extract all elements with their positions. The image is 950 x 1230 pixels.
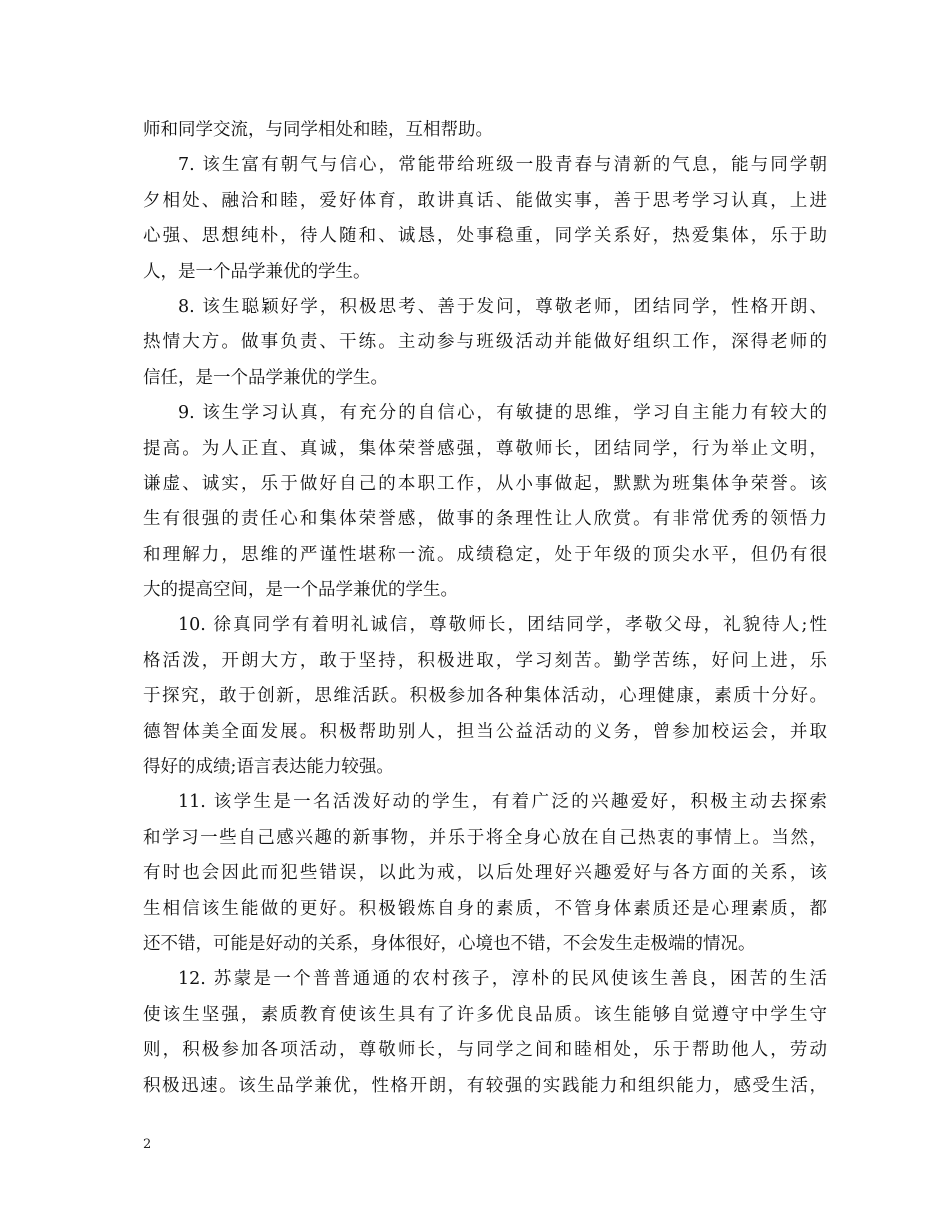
paragraph-line: 11. 该学生是一名活泼好动的学生，有着广泛的兴趣爱好，积极主动去探索 [178, 792, 827, 813]
paragraph-line: 夕相处、融洽和睦，爱好体育，敢讲真话、能做实事，善于思考学习认真，上进 [143, 190, 827, 211]
paragraph-line: 大的提高空间，是一个品学兼优的学生。 [143, 580, 458, 601]
document-body [143, 113, 827, 1104]
paragraph-line: 使该生坚强，素质教育使该生具有了许多优良品质。该生能够自觉遵守中学生守 [143, 1004, 827, 1025]
paragraph-line: 还不错，可能是好动的关系，身体很好，心境也不错，不会发生走极端的情况。 [143, 933, 756, 954]
paragraph-line: 人，是一个品学兼优的学生。 [143, 261, 371, 282]
paragraph-line: 谦虚、诚实，乐于做好自己的本职工作，从小事做起，默默为班集体争荣誉。该 [143, 473, 827, 494]
paragraph-line: 信任，是一个品学兼优的学生。 [143, 367, 388, 388]
paragraph-line: 7. 该生富有朝气与信心，常能带给班级一股青春与清新的气息，能与同学朝 [178, 155, 827, 176]
paragraph-line: 8. 该生聪颖好学，积极思考、善于发问，尊敬老师，团结同学，性格开朗、 [178, 296, 827, 317]
paragraph-line: 和学习一些自己感兴趣的新事物，并乐于将全身心放在自己热衷的事情上。当然， [143, 827, 827, 848]
paragraph-line: 提高。为人正直、真诚，集体荣誉感强，尊敬师长，团结同学，行为举止文明， [143, 438, 827, 459]
paragraph-line: 得好的成绩;语言表达能力较强。 [143, 757, 394, 778]
paragraph-line: 12. 苏蒙是一个普普通通的农村孩子，淳朴的民风使该生善良，困苦的生活 [178, 969, 827, 990]
paragraph [143, 785, 827, 962]
paragraph [143, 962, 827, 1104]
paragraph-line: 有时也会因此而犯些错误，以此为戒，以后处理好兴趣爱好与各方面的关系，该 [143, 863, 827, 884]
paragraph-line: 生有很强的责任心和集体荣誉感，做事的条理性让人欣赏。有非常优秀的领悟力 [143, 509, 827, 530]
paragraph-line: 热情大方。做事负责、干练。主动参与班级活动并能做好组织工作，深得老师的 [143, 332, 827, 353]
paragraph-line: 9. 该生学习认真，有充分的自信心，有敏捷的思维，学习自主能力有较大的 [178, 403, 827, 424]
paragraph-line: 10. 徐真同学有着明礼诚信，尊敬师长，团结同学，孝敬父母，礼貌待人;性 [178, 615, 827, 636]
paragraph-line: 和理解力，思维的严谨性堪称一流。成绩稳定，处于年级的顶尖水平，但仍有很 [143, 544, 827, 565]
paragraph [143, 608, 827, 785]
paragraph-line: 生相信该生能做的更好。积极锻炼自身的素质，不管身体素质还是心理素质，都 [143, 898, 827, 919]
paragraph [143, 148, 827, 290]
paragraph [143, 290, 827, 396]
paragraph-line: 心强、思想纯朴，待人随和、诚恳，处事稳重，同学关系好，热爱集体，乐于助 [143, 226, 827, 247]
paragraph-line: 于探究，敢于创新，思维活跃。积极参加各种集体活动，心理健康，素质十分好。 [143, 686, 827, 707]
paragraph-line: 则，积极参加各项活动，尊敬师长，与同学之间和睦相处，乐于帮助他人，劳动 [143, 1040, 827, 1061]
paragraph-line: 积极迅速。该生品学兼优，性格开朗，有较强的实践能力和组织能力，感受生活， [143, 1075, 827, 1096]
page-number: 2 [143, 1137, 152, 1152]
paragraph-line: 德智体美全面发展。积极帮助别人，担当公益活动的义务，曾参加校运会，并取 [143, 721, 827, 742]
paragraph [143, 396, 827, 608]
paragraph-line: 格活泼，开朗大方，敢于坚持，积极进取，学习刻苦。勤学苦练，好问上进，乐 [143, 650, 827, 671]
paragraph [143, 113, 827, 148]
paragraph-line: 师和同学交流，与同学相处和睦，互相帮助。 [143, 120, 493, 140]
